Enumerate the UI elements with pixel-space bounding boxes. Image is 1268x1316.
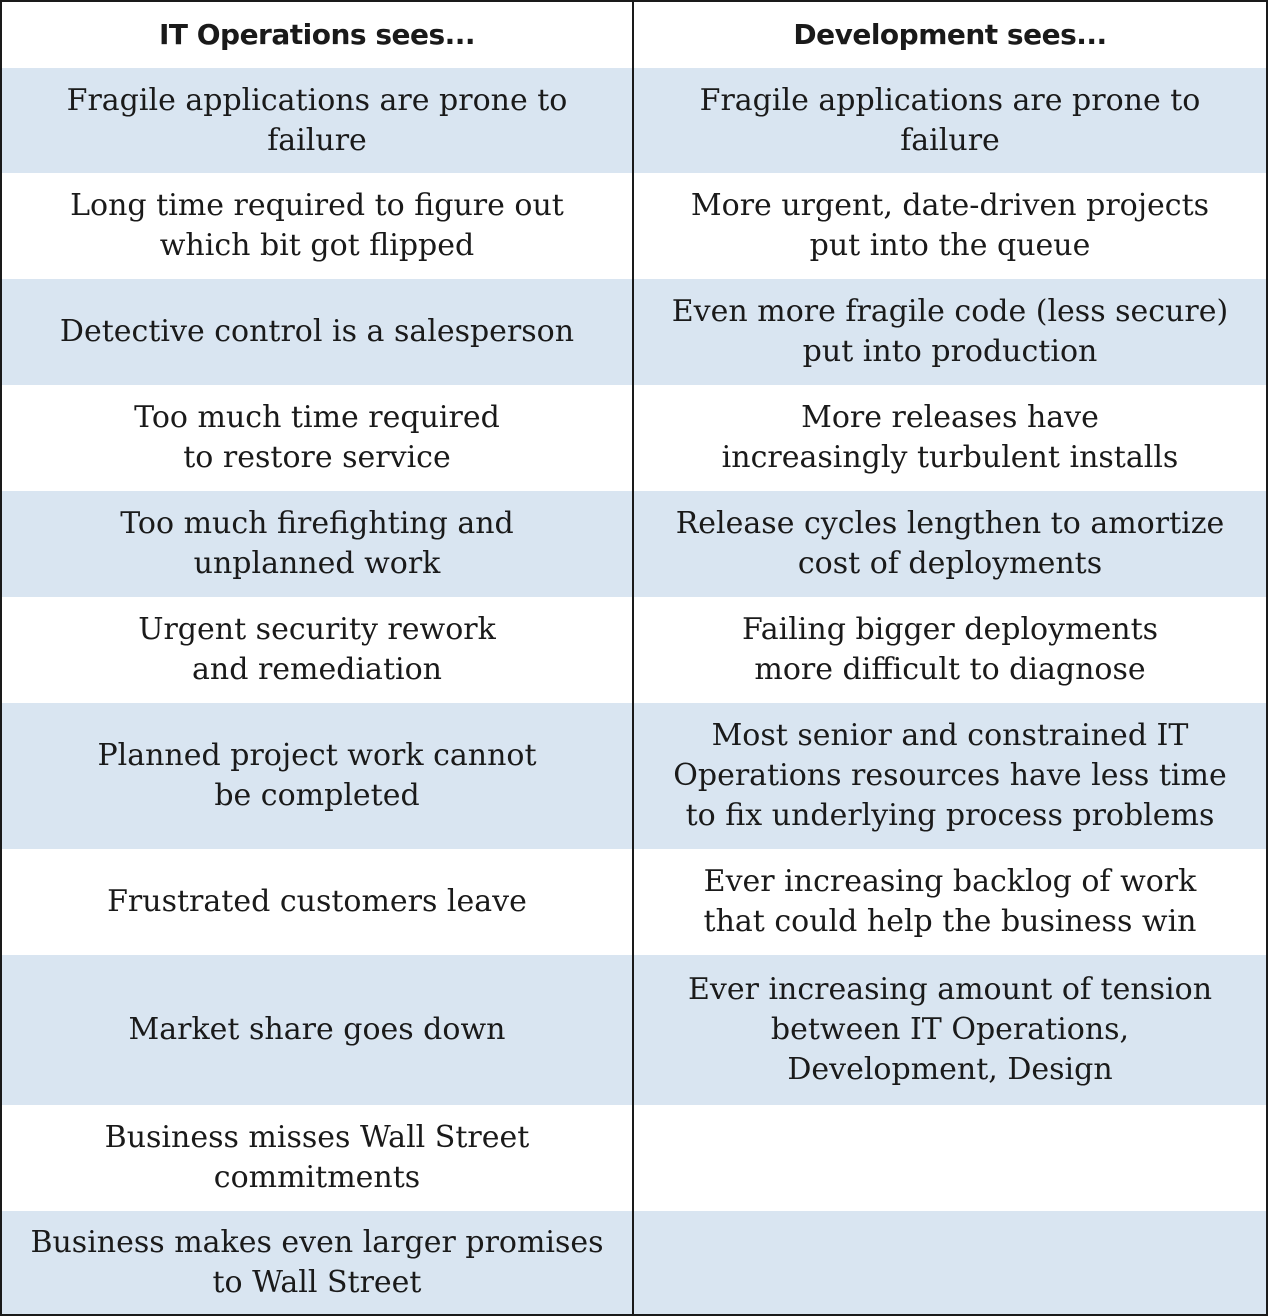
cell-text: Release cycles lengthen to amortize cost of deployments bbox=[675, 506, 1225, 581]
table-cell-it bbox=[2, 68, 634, 173]
cell-text: Too much time required to restore service bbox=[134, 400, 500, 475]
table-cell-dev bbox=[634, 597, 1266, 703]
table-cell-it bbox=[2, 279, 634, 385]
table-cell-it bbox=[2, 385, 634, 491]
cell-text: Frustrated customers leave bbox=[107, 884, 527, 919]
table-cell-dev bbox=[634, 849, 1266, 955]
cell-text: Failing bigger deployments more difficult to diagnose bbox=[741, 612, 1159, 687]
table-cell-dev bbox=[634, 955, 1266, 1105]
cell-text: Ever increasing backlog of work that could help the business win bbox=[703, 864, 1197, 939]
table-cell-it bbox=[2, 955, 634, 1105]
table-cell-it bbox=[2, 849, 634, 955]
cell-text: Business makes even larger promises to Wall Street bbox=[30, 1224, 604, 1300]
table-cell-dev bbox=[634, 1105, 1266, 1211]
cell-text: More urgent, date-driven projects put into the queue bbox=[690, 188, 1210, 263]
cell-text: Fragile applications are prone to failure bbox=[699, 82, 1201, 158]
cell-text: Ever increasing amount of tension between IT Operations, Development, Design bbox=[687, 972, 1213, 1087]
header-it-operations: IT Operations sees... bbox=[2, 2, 634, 68]
cell-text: Fragile applications are prone to failure bbox=[66, 82, 568, 158]
cell-text: Urgent security rework and remediation bbox=[138, 612, 496, 687]
table-cell-it bbox=[2, 703, 634, 849]
cell-text: Most senior and constrained IT Operations resources have less time to fix underlying process problems bbox=[673, 718, 1227, 833]
table-cell-dev bbox=[634, 173, 1266, 279]
table-cell-it bbox=[2, 491, 634, 597]
table-cell-dev bbox=[634, 68, 1266, 173]
table-cell-it bbox=[2, 597, 634, 703]
table-cell-it bbox=[2, 1105, 634, 1211]
table-cell-it bbox=[2, 1211, 634, 1314]
table-cell-it bbox=[2, 173, 634, 279]
cell-text: Market share goes down bbox=[128, 1012, 506, 1047]
cell-text: Even more fragile code (less secure) put into production bbox=[671, 294, 1229, 369]
table-cell-dev bbox=[634, 491, 1266, 597]
cell-text: Too much firefighting and unplanned work bbox=[120, 506, 514, 581]
table-cell-dev bbox=[634, 279, 1266, 385]
header-development: Development sees... bbox=[634, 2, 1266, 68]
cell-text: Planned project work cannot be completed bbox=[97, 738, 537, 813]
table-cell-dev bbox=[634, 703, 1266, 849]
cell-text: Long time required to figure out which bit got flipped bbox=[70, 188, 564, 263]
table-cell-dev bbox=[634, 1211, 1266, 1314]
cell-text: Detective control is a salesperson bbox=[59, 314, 575, 349]
table-cell-dev bbox=[634, 385, 1266, 491]
cell-text: Business misses Wall Street commitments bbox=[104, 1120, 530, 1195]
cell-text: More releases have increasingly turbulent installs bbox=[721, 400, 1179, 475]
